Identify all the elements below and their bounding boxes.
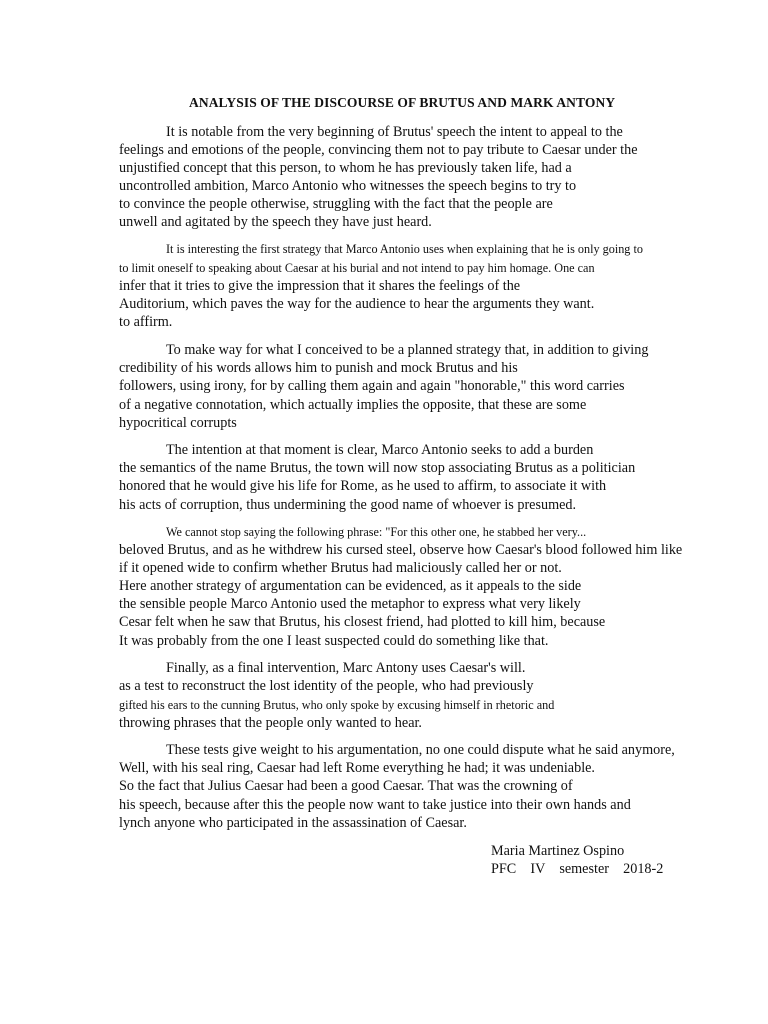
paragraph-3-line-1: To make way for what I conceived to be a planned strategy that, in addition to giving (166, 342, 649, 358)
paragraph-1-line-4: uncontrolled ambition, Marco Antonio who witnesses the speech begins to try to (119, 178, 577, 194)
paragraph-4-line-3: honored that he would give his life for Rome, as he used to affirm, to associate it with (119, 478, 607, 494)
paragraph-7-line-1: These tests give weight to his argumentation, no one could dispute what he said anymore, (166, 742, 675, 758)
paragraph-5-line-5: the sensible people Marco Antonio used the metaphor to express what very likely (119, 596, 581, 612)
paragraph-4-line-1: The intention at that moment is clear, Marco Antonio seeks to add a burden (166, 442, 594, 458)
paragraph-3-line-5: hypocritical corrupts (119, 415, 237, 431)
document-title: ANALYSIS OF THE DISCOURSE OF BRUTUS AND MARK ANTONY (189, 95, 616, 110)
paragraph-5-line-2: beloved Brutus, and as he withdrew his cursed steel, observe how Caesar's blood followed him like (119, 542, 683, 558)
paragraph-1-line-5: to convince the people otherwise, struggling with the fact that the people are (119, 196, 553, 212)
paragraph-6-line-3: gifted his ears to the cunning Brutus, who only spoke by excusing himself in rhetoric and (119, 698, 555, 712)
paragraph-6-line-4: throwing phrases that the people only wanted to hear. (119, 715, 422, 731)
paragraph-3-line-4: of a negative connotation, which actually implies the opposite, that these are some (119, 397, 587, 413)
paragraph-4-line-4: his acts of corruption, thus undermining the good name of whoever is presumed. (119, 497, 577, 513)
course-semester-line: PFC IV semester 2018-2 (491, 861, 664, 877)
paragraph-7-line-5: lynch anyone who participated in the assassination of Caesar. (119, 815, 467, 831)
paragraph-7-line-3: So the fact that Julius Caesar had been a good Caesar. That was the crowning of (119, 778, 573, 794)
author-name: Maria Martinez Ospino (491, 843, 625, 859)
paragraph-5-line-3: if it opened wide to confirm whether Brutus had maliciously called her or not. (119, 560, 562, 576)
paragraph-3-line-3: followers, using irony, for by calling them again and again "honorable," this word carries (119, 378, 625, 394)
paragraph-7-line-4: his speech, because after this the people now want to take justice into their own hands and (119, 797, 631, 813)
paragraph-2-line-2: to limit oneself to speaking about Caesar at his burial and not intend to pay him homage. One can (119, 261, 595, 275)
paragraph-5-line-4: Here another strategy of argumentation can be evidenced, as it appeals to the side (119, 578, 582, 594)
paragraph-2-line-1: It is interesting the first strategy that Marco Antonio uses when explaining that he is only going to (166, 242, 643, 256)
paragraph-5-line-6: Cesar felt when he saw that Brutus, his closest friend, had plotted to kill him, because (119, 614, 606, 630)
paragraph-2-line-3: infer that it tries to give the impression that it shares the feelings of the (119, 278, 521, 294)
paragraph-3-line-2: credibility of his words allows him to punish and mock Brutus and his (119, 360, 518, 376)
paragraph-1-line-6: unwell and agitated by the speech they have just heard. (119, 214, 432, 230)
paragraph-2-line-4: Auditorium, which paves the way for the audience to hear the arguments they want. (119, 296, 595, 312)
paragraph-6-line-1: Finally, as a final intervention, Marc Antony uses Caesar's will. (166, 660, 526, 676)
paragraph-1-line-1: It is notable from the very beginning of Brutus' speech the intent to appeal to the (166, 124, 623, 140)
paragraph-5-line-1: We cannot stop saying the following phrase: "For this other one, he stabbed her very... (166, 525, 587, 539)
paragraph-4-line-2: the semantics of the name Brutus, the town will now stop associating Brutus as a politician (119, 460, 636, 476)
paragraph-2-line-5: to affirm. (119, 314, 173, 330)
paragraph-1-line-2: feelings and emotions of the people, convincing them not to pay tribute to Caesar under the (119, 142, 638, 158)
paragraph-5-line-7: It was probably from the one I least suspected could do something like that. (119, 633, 549, 649)
paragraph-6-line-2: as a test to reconstruct the lost identity of the people, who had previously (119, 678, 534, 694)
paragraph-1-line-3: unjustified concept that this person, to whom he has previously taken life, had a (119, 160, 572, 176)
paragraph-7-line-2: Well, with his seal ring, Caesar had left Rome everything he had; it was undeniable. (119, 760, 595, 776)
